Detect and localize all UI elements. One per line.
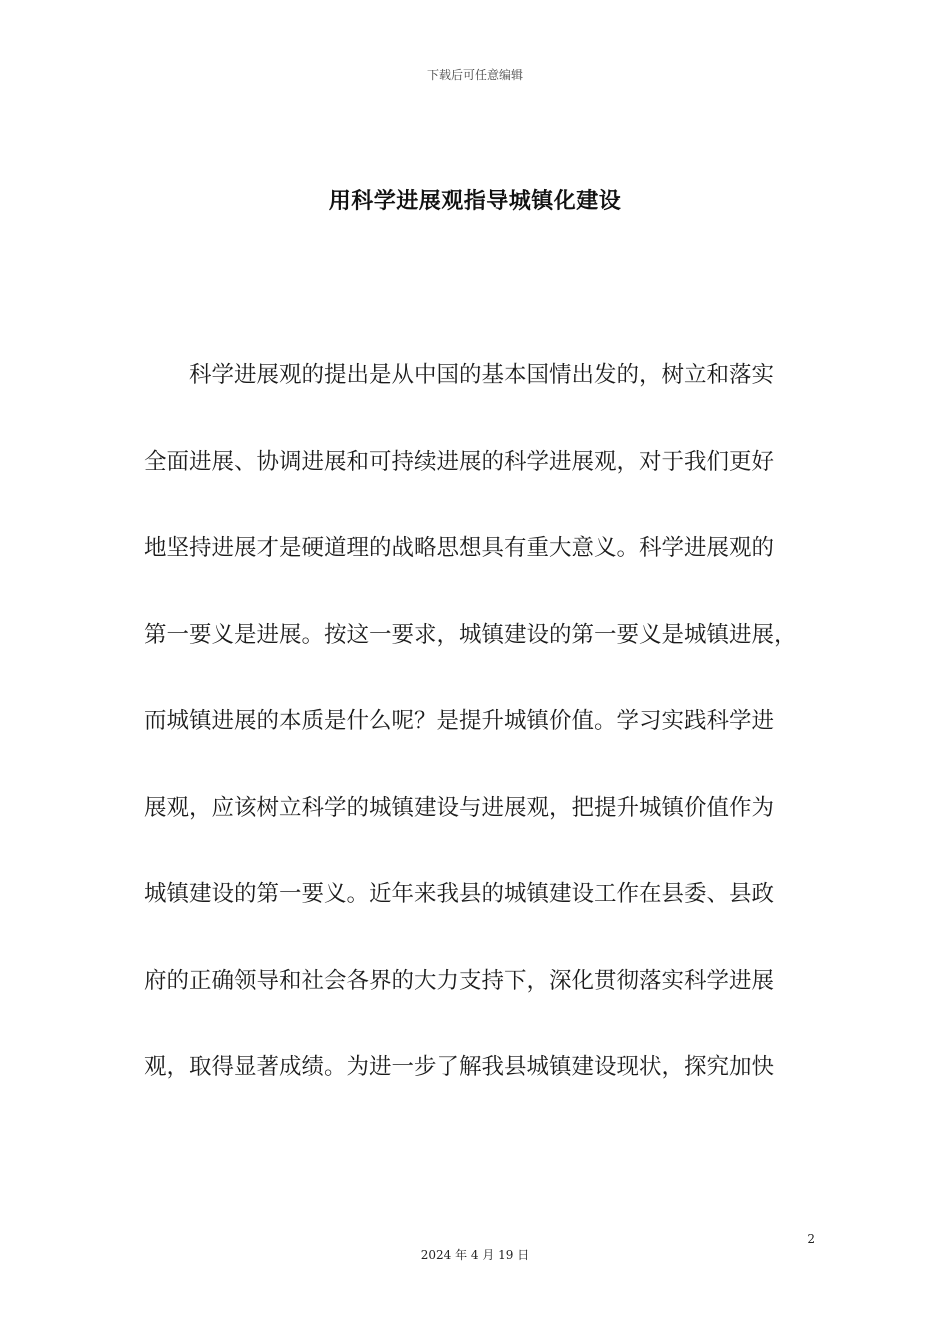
paragraph-line: 而城镇进展的本质是什么呢？是提升城镇价值。学习实践科学进 — [144, 708, 775, 734]
paragraph-line: 第一要义是进展。按这一要求，城镇建设的第一要义是城镇进展， — [144, 621, 797, 648]
paragraph-line: 科学进展观的提出是从中国的基本国情出发的，树立和落实 — [189, 362, 775, 388]
document-title: 用科学进展观指导城镇化建设 — [328, 189, 622, 214]
footer-date: 2024 年 4 月 19 日 — [420, 1248, 530, 1262]
body-paragraph — [144, 352, 814, 1131]
paragraph-line: 地坚持进展才是硬道理的战略思想具有重大意义。科学进展观的 — [144, 535, 775, 561]
paragraph-line: 展观，应该树立科学的城镇建设与进展观，把提升城镇价值作为 — [144, 794, 775, 821]
header-note: 下载后可任意编辑 — [426, 68, 523, 82]
paragraph-line: 城镇建设的第一要义。近年来我县的城镇建设工作在县委、县政 — [144, 881, 775, 907]
page-number: 2 — [807, 1232, 815, 1246]
paragraph-line: 全面进展、协调进展和可持续进展的科学进展观，对于我们更好 — [144, 448, 775, 475]
paragraph-line: 观，取得显著成绩。为进一步了解我县城镇建设现状，探究加快 — [144, 1054, 775, 1080]
paragraph-line: 府的正确领导和社会各界的大力支持下，深化贯彻落实科学进展 — [144, 967, 775, 994]
